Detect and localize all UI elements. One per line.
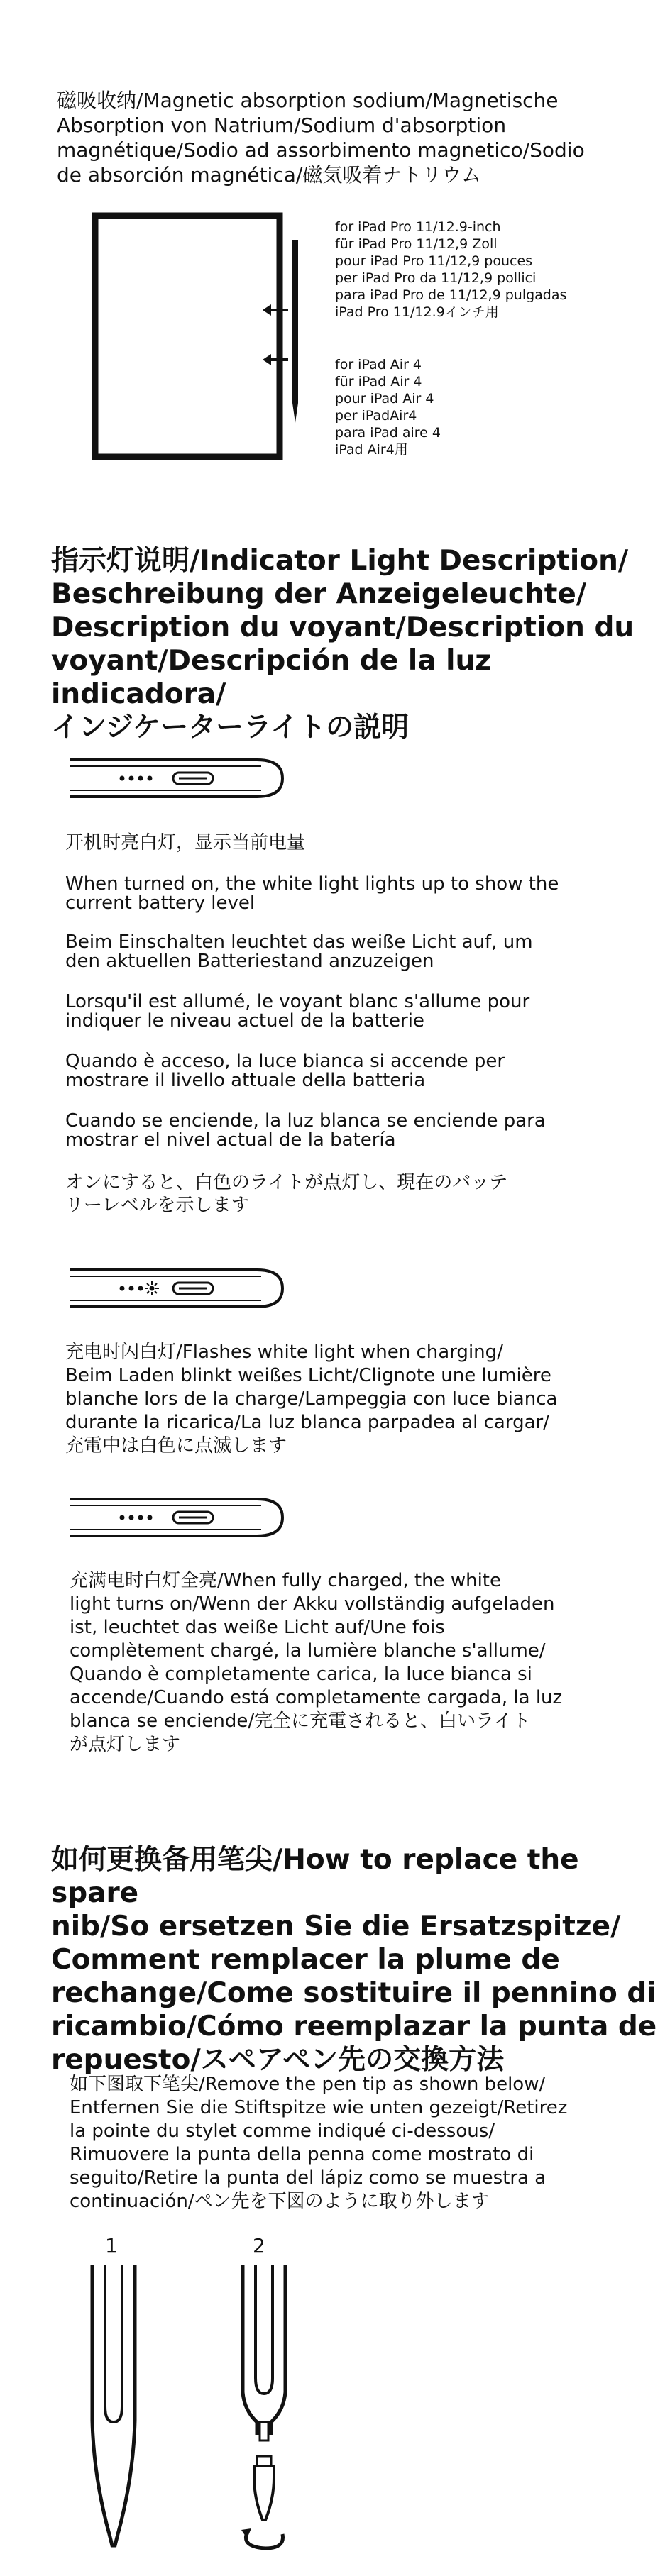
power-on-cn: 开机时亮白灯，显示当前电量 xyxy=(65,832,306,853)
power-on-de: Beim Einschalten leuchtet das weiße Licht auf, um den aktuellen Batteriestand anzuzeigen xyxy=(65,932,533,972)
power-on-es: Cuando se enciende, la luz blanca se enciende para mostrar el nivel actual de la batería xyxy=(65,1110,546,1151)
section-nib xyxy=(0,1823,670,2576)
rotate-icon xyxy=(240,2526,290,2554)
pencil-icon xyxy=(287,240,308,424)
power-on-en: When turned on, the white light lights up to show the current battery level xyxy=(65,873,559,914)
pencil-side-icon xyxy=(65,1266,287,1311)
power-on-jp: オンにすると、白色のライトが点灯し、現在のバッテ リーレベルを示します xyxy=(65,1172,508,1216)
charging-description: 充电时闪白灯/Flashes white light when charging/ Beim Laden blinkt weißes Licht/Clignote une lumière blanche lors de la charge/Lampeggia con luce bianca durante la ricarica/La luz blanca parpadea al cargar/ 充電中は白色に点滅します xyxy=(65,1342,558,1456)
indicator-heading: 指示灯说明/Indicator Light Description/ Beschreibung der Anzeigeleuchte/ Description du voyant/Description du voyant/Descripción de la luz indicadora/ インジケーターライトの説明 xyxy=(51,545,635,743)
ipad-outline-icon xyxy=(92,213,305,468)
pencil-tip-icon xyxy=(85,2265,142,2548)
section-indicator xyxy=(0,511,670,1823)
light-indicator-icon xyxy=(120,1515,153,1520)
magnetic-heading: 磁吸收纳/Magnetic absorption sodium/Magnetische Absorption von Natrium/Sodium d'absorption magnétique/Sodio ad assorbimento magnetico/Sodio de absorción magnética/磁気吸着ナトリウム xyxy=(57,89,585,187)
pencil-side-icon xyxy=(65,1495,287,1540)
light-indicator-icon xyxy=(120,1281,160,1295)
section-magnetic xyxy=(0,0,670,511)
ipad-air-compatibility: for iPad Air 4 für iPad Air 4 pour iPad Air 4 per iPadAir4 para iPad aire 4 iPad Air4用 xyxy=(335,357,441,458)
nib-heading: 如何更换备用笔尖/How to replace the spare nib/So ersetzen Sie die Ersatzspitze/ Comment remplacer la plume de rechange/Come sostituire il pennino di ricambio/Cómo reemplazar la punta de repuesto/スペアペン先の交換方法 xyxy=(51,1844,657,2076)
fully-charged-description: 充满电时白灯全亮/When fully charged, the white light turns on/Wenn der Akku vollständig aufgeladen ist, leuchtet das weiße Licht auf/Une fois complètement chargé, la lumière blanche s'allume/ Quando è completamente carica, la luce bianca si accende/Cuando está completamente cargada, la luz blanca se enciende/完全に充電されると、白いライト が点灯します xyxy=(70,1570,563,1755)
power-on-fr: Lorsqu'il est allumé, le voyant blanc s'allume pour indiquer le niveau actuel de la batterie xyxy=(65,991,530,1032)
arrow-left-icon xyxy=(261,351,290,368)
step-1-label: 1 xyxy=(105,2234,118,2257)
pencil-tip-icon xyxy=(236,2265,292,2442)
power-on-it: Quando è acceso, la luce bianca si accende per mostrare il livello attuale della batteria xyxy=(65,1051,505,1091)
arrow-left-icon xyxy=(261,302,290,319)
step-2-label: 2 xyxy=(253,2234,265,2257)
pencil-side-icon xyxy=(65,756,287,801)
pencil-tip-icon xyxy=(246,2456,282,2534)
light-indicator-icon xyxy=(120,776,153,781)
nib-instructions: 如下图取下笔尖/Remove the pen tip as shown below/ Entfernen Sie die Stiftspitze wie unten gezeigt/Retirez la pointe du stylet comme indiqué ci-dessous/ Rimuovere la punta della penna come mostrato di seguito/Retire la punta del lápiz como se muestra a continuación/ペン先を下図のように取り外します xyxy=(70,2074,568,2212)
ipad-pro-compatibility: for iPad Pro 11/12.9-inch für iPad Pro 11/12,9 Zoll pour iPad Pro 11/12,9 pouces per iPad Pro da 11/12,9 pollici para iPad Pro de 11/12,9 pulgadas iPad Pro 11/12.9インチ用 xyxy=(335,219,567,320)
